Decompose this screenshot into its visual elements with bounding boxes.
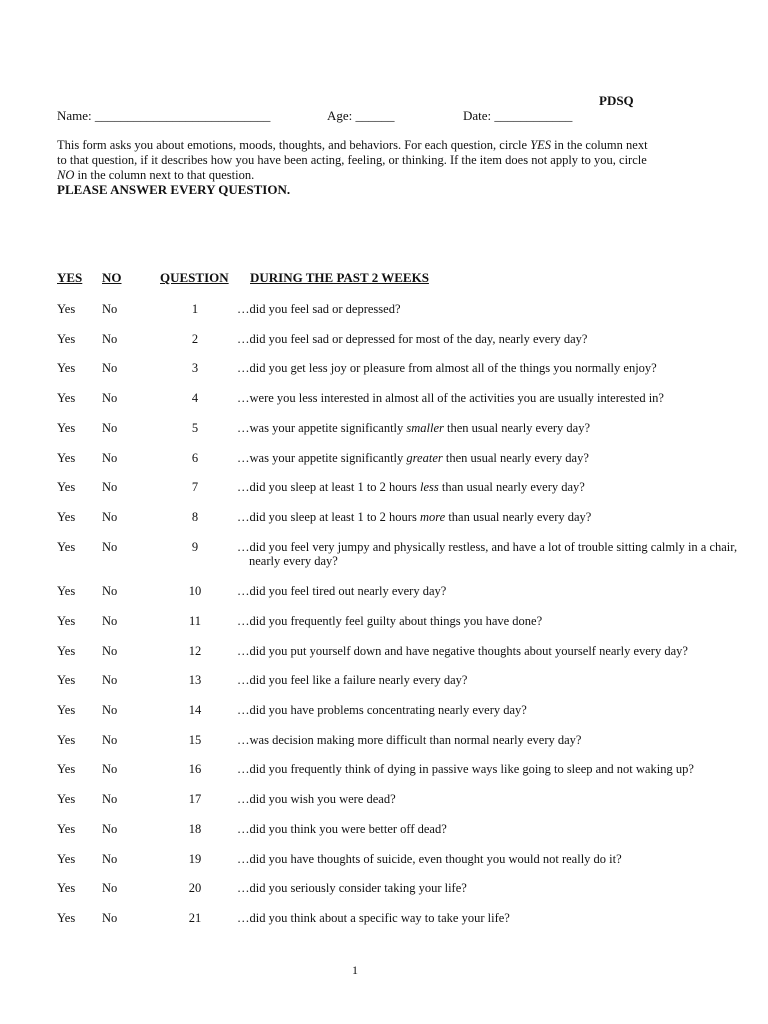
instructions-line-3: NO in the column next to that question. xyxy=(57,168,255,182)
yes-option[interactable]: Yes xyxy=(57,540,76,554)
instructions xyxy=(57,138,697,183)
yes-option[interactable]: Yes xyxy=(57,480,76,494)
instructions-line-2: to that question, if it describes how you have been acting, feeling, or thinking. If the item does not apply to you, circle xyxy=(57,153,647,167)
yes-option[interactable]: Yes xyxy=(57,451,76,465)
no-option[interactable]: No xyxy=(102,480,118,494)
column-header-yes: YES xyxy=(57,270,83,285)
question-text: …was your appetite significantly smaller then usual nearly every day? xyxy=(237,421,591,435)
question-text: …did you have problems concentrating nearly every day? xyxy=(237,703,527,717)
no-option[interactable]: No xyxy=(102,421,118,435)
question-number: 3 xyxy=(191,361,199,375)
question-text: …did you seriously consider taking your life? xyxy=(237,881,467,895)
question-number: 19 xyxy=(188,852,202,866)
question-number: 13 xyxy=(188,673,202,687)
yes-option[interactable]: Yes xyxy=(57,421,76,435)
no-option[interactable]: No xyxy=(102,644,118,658)
question-number: 9 xyxy=(191,540,199,554)
question-text: …were you less interested in almost all of the activities you are usually interested in? xyxy=(237,391,664,405)
no-option[interactable]: No xyxy=(102,391,118,405)
question-number: 7 xyxy=(191,480,199,494)
no-option[interactable]: No xyxy=(102,881,118,895)
no-option[interactable]: No xyxy=(102,733,118,747)
question-text: …was your appetite significantly greater then usual nearly every day? xyxy=(237,451,589,465)
no-option[interactable]: No xyxy=(102,911,118,925)
question-number: 11 xyxy=(188,614,202,628)
no-option[interactable]: No xyxy=(102,614,118,628)
column-header-during: DURING THE PAST 2 WEEKS xyxy=(250,270,429,285)
question-number: 5 xyxy=(191,421,199,435)
no-emphasis: NO xyxy=(57,168,75,182)
page-number: 1 xyxy=(352,963,358,977)
emphasized-word: smaller xyxy=(406,421,444,435)
yes-option[interactable]: Yes xyxy=(57,792,76,806)
answer-all-notice: PLEASE ANSWER EVERY QUESTION. xyxy=(57,182,291,197)
yes-option[interactable]: Yes xyxy=(57,852,76,866)
question-text: …did you sleep at least 1 to 2 hours less than usual nearly every day? xyxy=(237,480,585,494)
question-text: …did you wish you were dead? xyxy=(237,792,396,806)
question-number: 18 xyxy=(188,822,202,836)
yes-option[interactable]: Yes xyxy=(57,673,76,687)
question-text: …did you sleep at least 1 to 2 hours more than usual nearly every day? xyxy=(237,510,592,524)
question-number: 6 xyxy=(191,451,199,465)
yes-option[interactable]: Yes xyxy=(57,332,76,346)
no-option[interactable]: No xyxy=(102,852,118,866)
no-option[interactable]: No xyxy=(102,510,118,524)
yes-option[interactable]: Yes xyxy=(57,762,76,776)
yes-option[interactable]: Yes xyxy=(57,911,76,925)
emphasized-word: more xyxy=(419,510,446,524)
question-text: …did you feel sad or depressed for most of the day, nearly every day? xyxy=(237,332,588,346)
question-text: …did you get less joy or pleasure from almost all of the things you normally enjoy? xyxy=(237,361,657,375)
emphasized-word: greater xyxy=(406,451,443,465)
no-option[interactable]: No xyxy=(102,822,118,836)
no-option[interactable]: No xyxy=(102,792,118,806)
question-text: …did you frequently feel guilty about things you have done? xyxy=(237,614,543,628)
question-number: 14 xyxy=(188,703,202,717)
question-number: 10 xyxy=(188,584,202,598)
question-number: 2 xyxy=(191,332,199,346)
question-text: …did you feel tired out nearly every day? xyxy=(237,584,447,598)
yes-option[interactable]: Yes xyxy=(57,703,76,717)
yes-option[interactable]: Yes xyxy=(57,584,76,598)
question-text-continuation: nearly every day? xyxy=(249,554,338,568)
no-option[interactable]: No xyxy=(102,540,118,554)
question-number: 17 xyxy=(188,792,202,806)
instructions-line-1: This form asks you about emotions, moods, thoughts, and behaviors. For each question, circle YES in the column next xyxy=(57,138,648,152)
question-text: …did you feel very jumpy and physically restless, and have a lot of trouble sitting calmly in a chair, nearly every day? xyxy=(237,540,757,568)
no-option[interactable]: No xyxy=(102,332,118,346)
no-option[interactable]: No xyxy=(102,361,118,375)
date-field[interactable]: Date: ____________ xyxy=(463,108,573,123)
question-text: …did you put yourself down and have negative thoughts about yourself nearly every day? xyxy=(237,644,688,658)
form-title: PDSQ xyxy=(599,93,634,108)
no-option[interactable]: No xyxy=(102,762,118,776)
question-number: 16 xyxy=(188,762,202,776)
yes-option[interactable]: Yes xyxy=(57,391,76,405)
no-option[interactable]: No xyxy=(102,673,118,687)
column-header-question: QUESTION xyxy=(160,270,229,285)
question-number: 1 xyxy=(191,302,199,316)
question-text: …did you think you were better off dead? xyxy=(237,822,447,836)
yes-emphasis: YES xyxy=(530,138,552,152)
yes-option[interactable]: Yes xyxy=(57,302,76,316)
column-header-no: NO xyxy=(102,270,122,285)
yes-option[interactable]: Yes xyxy=(57,510,76,524)
question-number: 8 xyxy=(191,510,199,524)
question-text: …was decision making more difficult than normal nearly every day? xyxy=(237,733,582,747)
question-text: …did you feel like a failure nearly every day? xyxy=(237,673,468,687)
yes-option[interactable]: Yes xyxy=(57,361,76,375)
question-number: 20 xyxy=(188,881,202,895)
no-option[interactable]: No xyxy=(102,451,118,465)
no-option[interactable]: No xyxy=(102,302,118,316)
no-option[interactable]: No xyxy=(102,584,118,598)
question-number: 12 xyxy=(188,644,202,658)
yes-option[interactable]: Yes xyxy=(57,822,76,836)
yes-option[interactable]: Yes xyxy=(57,733,76,747)
age-field[interactable]: Age: ______ xyxy=(327,108,395,123)
question-text: …did you think about a specific way to take your life? xyxy=(237,911,510,925)
question-text: …did you have thoughts of suicide, even thought you would not really do it? xyxy=(237,852,622,866)
name-field[interactable]: Name: ___________________________ xyxy=(57,108,271,123)
question-number: 15 xyxy=(188,733,202,747)
emphasized-word: less xyxy=(419,480,439,494)
question-text: …did you feel sad or depressed? xyxy=(237,302,401,316)
yes-option[interactable]: Yes xyxy=(57,881,76,895)
question-number: 21 xyxy=(188,911,202,925)
no-option[interactable]: No xyxy=(102,703,118,717)
yes-option[interactable]: Yes xyxy=(57,614,76,628)
question-number: 4 xyxy=(191,391,199,405)
question-text: …did you frequently think of dying in passive ways like going to sleep and not waking up? xyxy=(237,762,694,776)
yes-option[interactable]: Yes xyxy=(57,644,76,658)
